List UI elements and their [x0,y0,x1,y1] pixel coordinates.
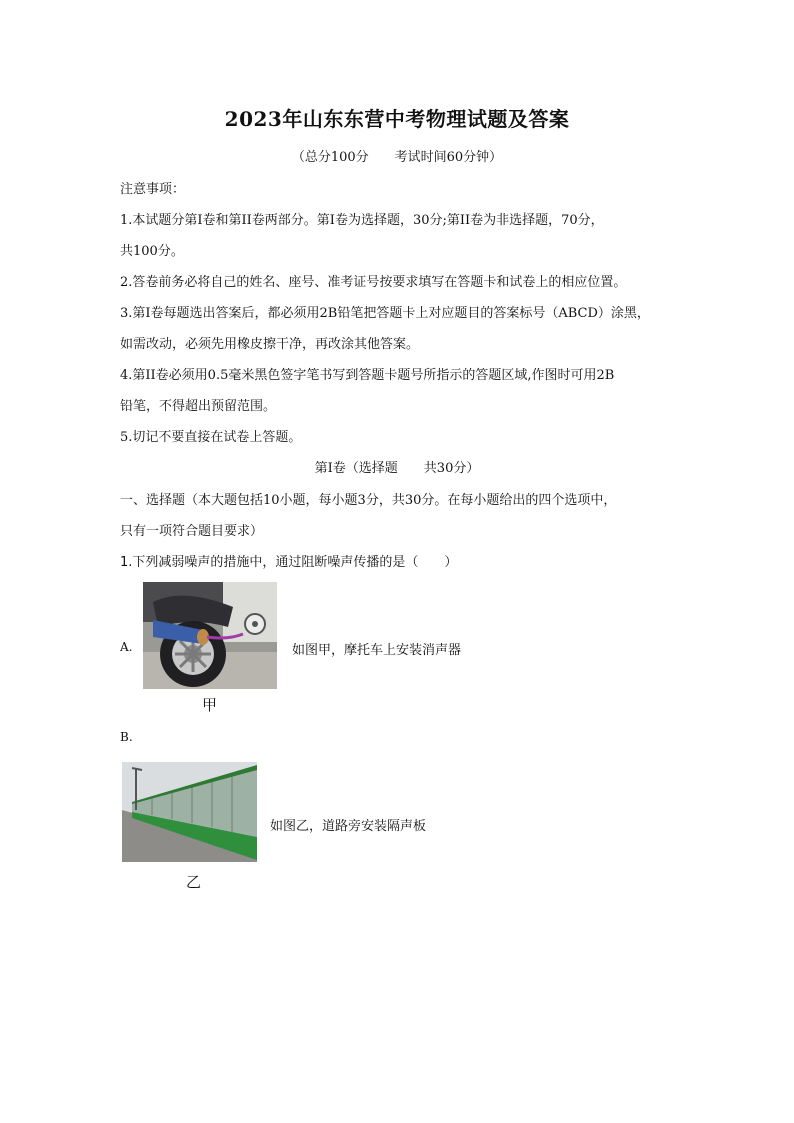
exam-info: （总分100分 考试时间60分钟） [291,150,503,165]
notes-heading: 注意事项： [120,182,186,197]
motorcycle-muffler-image [143,582,277,689]
note-line: 铅笔，不得超出预留范围。 [120,399,277,414]
noise-barrier-image [122,762,257,862]
note-line: 4.第II卷必须用0.5毫米黑色签字笔书写到答题卡题号所指示的答题区域,作图时可用2B [120,368,615,383]
section-title: 第I卷（选择题 共30分） [314,461,480,476]
note-line: 3.第I卷每题选出答案后，都必须用2B铅笔把答题卡上对应题目的答案标号（ABCD）涂黑， [120,306,650,321]
question-1-stem: 1.下列减弱噪声的措施中，通过阻断噪声传播的是（ ） [120,555,458,570]
option-b-label: B. [120,730,133,744]
option-a-label: A. [120,640,133,654]
note-line: 如需改动，必须先用橡皮擦干净，再改涂其他答案。 [120,337,420,352]
option-a-text: 如图甲，摩托车上安装消声器 [292,643,462,658]
note-line: 5.切记不要直接在试卷上答题。 [120,430,302,445]
section-intro: 一、选择题（本大题包括10小题，每小题3分，共30分。在每小题给出的四个选项中， [120,493,617,508]
note-line: 共100分。 [120,244,184,259]
option-b-text: 如图乙，道路旁安装隔声板 [270,819,427,834]
figure-b-caption: 乙 [186,873,202,891]
figure-a-caption: 甲 [202,696,218,714]
document-title: 2023年山东东营中考物理试题及答案 [224,107,570,131]
note-line: 2.答卷前务必将自己的姓名、座号、准考证号按要求填写在答题卡和试卷上的相应位置。 [120,275,627,290]
note-line: 1.本试题分第I卷和第II卷两部分。第I卷为选择题，30分;第II卷为非选择题，70分， [120,213,604,228]
section-intro: 只有一项符合题目要求） [120,524,264,539]
